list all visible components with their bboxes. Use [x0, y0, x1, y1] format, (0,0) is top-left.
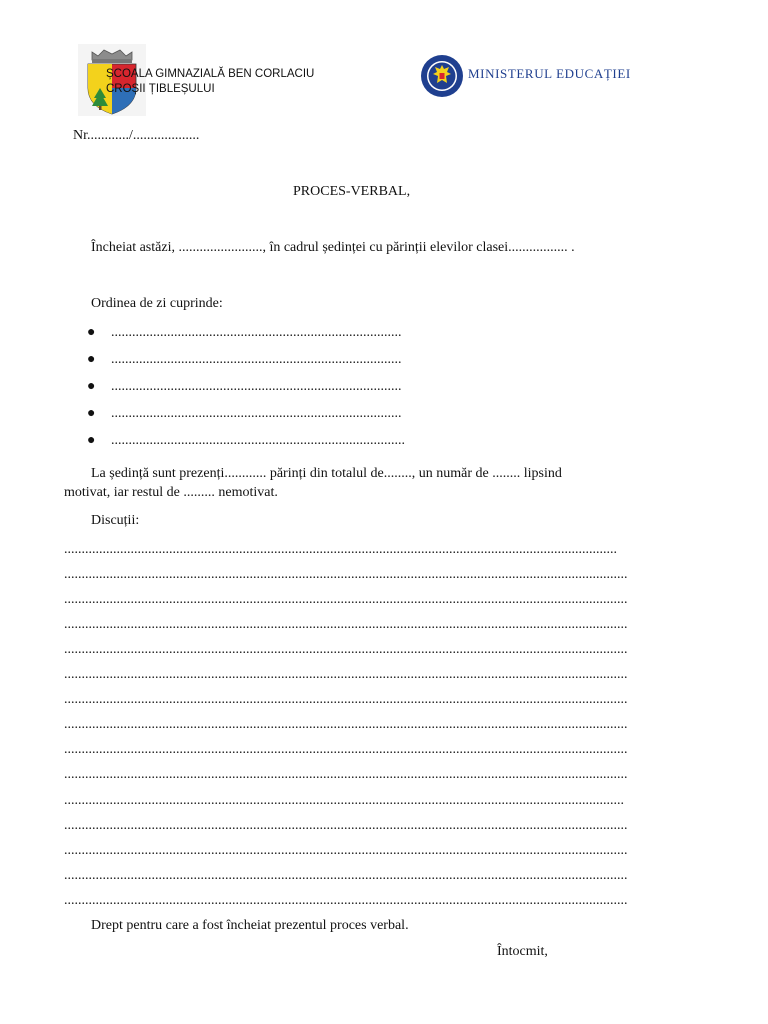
- agenda-item: ...................................................................................: [111, 325, 402, 340]
- school-crest-icon: [78, 44, 146, 116]
- document-number: Nr............/...................: [73, 128, 200, 143]
- bullet-icon: ●: [87, 379, 96, 394]
- discussion-line: .................................................................................................................................................................: [64, 742, 628, 757]
- agenda-item: ...................................................................................: [111, 379, 402, 394]
- bullet-icon: ●: [87, 325, 96, 340]
- discussion-line: .................................................................................................................................................................: [64, 592, 628, 607]
- discussion-line: .................................................................................................................................................................: [64, 667, 628, 682]
- document-title: PROCES-VERBAL,: [293, 184, 411, 199]
- discussion-line: ..............................................................................................................................................................: [64, 542, 617, 557]
- attendance-line: motivat, iar restul de ......... nemotivat.: [64, 485, 278, 500]
- agenda-item: ...................................................................................: [111, 352, 402, 367]
- discussion-line: .................................................................................................................................................................: [64, 617, 628, 632]
- discussion-line: .................................................................................................................................................................: [64, 717, 628, 732]
- bullet-icon: ●: [87, 406, 96, 421]
- agenda-label: Ordinea de zi cuprinde:: [91, 296, 223, 311]
- school-name-line1: ȘCOALA GIMNAZIALĂ BEN CORLACIU: [106, 68, 315, 80]
- school-name-line2: CROȘII ȚIBLEȘULUI: [106, 83, 215, 95]
- signature-label: Întocmit,: [497, 944, 548, 959]
- bullet-icon: ●: [87, 433, 96, 448]
- ministry-name: MINISTERUL EDUCAȚIEI: [468, 66, 631, 81]
- government-seal-icon: [420, 54, 464, 98]
- discussion-line: ................................................................................................................................................................: [64, 793, 624, 808]
- closing-statement: Drept pentru care a fost încheiat prezentul proces verbal.: [91, 918, 409, 933]
- intro-paragraph: Încheiat astăzi, ........................, în cadrul ședinței cu părinții elevilor clasei................. .: [91, 240, 575, 255]
- discussion-line: .................................................................................................................................................................: [64, 767, 628, 782]
- discussion-label: Discuții:: [91, 513, 140, 528]
- discussion-line: .................................................................................................................................................................: [64, 893, 628, 908]
- agenda-item: ...................................................................................: [111, 406, 402, 421]
- discussion-line: .................................................................................................................................................................: [64, 642, 628, 657]
- discussion-line: .................................................................................................................................................................: [64, 868, 628, 883]
- agenda-item: ....................................................................................: [111, 433, 405, 448]
- discussion-line: .................................................................................................................................................................: [64, 843, 628, 858]
- attendance-line: La ședință sunt prezenți............ părinți din totalul de........, un număr de ........ lipsind: [91, 466, 562, 481]
- discussion-line: .................................................................................................................................................................: [64, 567, 628, 582]
- discussion-line: .................................................................................................................................................................: [64, 692, 628, 707]
- bullet-icon: ●: [87, 352, 96, 367]
- discussion-line: .................................................................................................................................................................: [64, 818, 628, 833]
